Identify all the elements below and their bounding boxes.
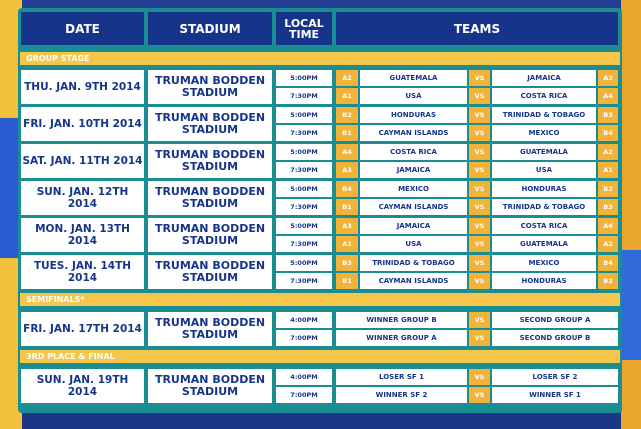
match-date: SUN. JAN. 19TH 2014 [21,369,144,403]
kickoff-time: 7:30PM [276,199,332,215]
group-code-away: A3 [598,70,618,86]
match-date: TUES. JAN. 14TH 2014 [21,255,144,289]
kickoff-time: 7:30PM [276,162,332,178]
stadium-name [148,181,272,215]
team-home: CAYMAN ISLANDS [360,199,467,215]
team-home: WINNER GROUP B [336,312,467,328]
group-code-away: B2 [598,273,618,289]
vs-badge: VS [469,125,490,141]
team-home: JAMAICA [360,218,467,234]
stadium-name [148,218,272,252]
group-code-away: B3 [598,107,618,123]
team-home: CAYMAN ISLANDS [360,125,467,141]
kickoff-time: 7:30PM [276,236,332,252]
group-code-away: B2 [598,181,618,197]
group-code-home: B3 [336,255,358,271]
stadium-name-line2: STADIUM [181,86,239,99]
vs-badge: VS [469,273,490,289]
team-away: MEXICO [492,125,596,141]
stadium-name-line2: STADIUM [181,123,239,136]
group-code-home: B1 [336,125,358,141]
team-away: SECOND GROUP B [492,330,618,346]
header-local-time-line1: LOCAL [284,16,324,30]
team-away: HONDURAS [492,181,596,197]
group-code-away: A2 [598,236,618,252]
team-away: GUATEMALA [492,236,596,252]
stadium-name-line1: TRUMAN BODDEN [154,111,266,124]
vs-badge: VS [469,312,490,328]
stadium-name-line2: STADIUM [181,385,239,398]
stadium-name-line1: TRUMAN BODDEN [154,316,266,329]
kickoff-time: 7:30PM [276,88,332,104]
kickoff-time: 5:00PM [276,107,332,123]
team-home: CAYMAN ISLANDS [360,273,467,289]
stadium-name-line1: TRUMAN BODDEN [154,185,266,198]
kickoff-time: 4:00PM [276,369,332,385]
group-code-away: A4 [598,218,618,234]
vs-badge: VS [469,107,490,123]
match-date: SAT. JAN. 11TH 2014 [21,144,144,178]
group-code-away: B4 [598,255,618,271]
team-away: HONDURAS [492,273,596,289]
team-home: JAMAICA [360,162,467,178]
team-away: SECOND GROUP A [492,312,618,328]
header-local-time [276,12,332,45]
stadium-name-line1: TRUMAN BODDEN [154,148,266,161]
group-code-away: A1 [598,162,618,178]
team-home: HONDURAS [360,107,467,123]
stadium-name-line1: TRUMAN BODDEN [154,373,266,386]
vs-badge: VS [469,70,490,86]
team-home: TRINIDAD & TOBAGO [360,255,467,271]
vs-badge: VS [469,88,490,104]
group-code-home: A3 [336,218,358,234]
team-home: USA [360,236,467,252]
kickoff-time: 7:00PM [276,387,332,403]
kickoff-time: 7:00PM [276,330,332,346]
team-home: WINNER GROUP A [336,330,467,346]
group-code-away: A4 [598,88,618,104]
team-away: GUATEMALA [492,144,596,160]
team-home: GUATEMALA [360,70,467,86]
group-code-away: B3 [598,199,618,215]
team-away: LOSER SF 2 [492,369,618,385]
group-code-home: A2 [336,70,358,86]
vs-badge: VS [469,330,490,346]
header-teams: TEAMS [336,12,618,45]
section-semifinals: SEMIFINALS* [20,293,620,306]
stadium-name-line2: STADIUM [181,328,239,341]
group-code-home: B2 [336,107,358,123]
match-date: THU. JAN. 9TH 2014 [21,70,144,104]
match-date: FRI. JAN. 10TH 2014 [21,107,144,141]
vs-badge: VS [469,255,490,271]
stadium-name-line1: TRUMAN BODDEN [154,222,266,235]
header-stadium: STADIUM [148,12,272,45]
header-date: DATE [21,12,144,45]
team-away: MEXICO [492,255,596,271]
group-code-away: B4 [598,125,618,141]
kickoff-time: 7:30PM [276,273,332,289]
group-code-home: B1 [336,199,358,215]
stadium-name [148,312,272,346]
stadium-name-line1: TRUMAN BODDEN [154,74,266,87]
stadium-name [148,369,272,403]
kickoff-time: 5:00PM [276,255,332,271]
header-local-time-line2: TIME [288,27,320,41]
stadium-name [148,144,272,178]
right-decoration-blue [621,250,641,360]
group-code-away: A2 [598,144,618,160]
right-decoration [621,0,641,429]
section-group-stage: GROUP STAGE [20,52,620,65]
match-date: FRI. JAN. 17TH 2014 [21,312,144,346]
group-code-home: A1 [336,236,358,252]
group-code-home: A3 [336,162,358,178]
kickoff-time: 5:00PM [276,218,332,234]
kickoff-time: 7:30PM [276,125,332,141]
vs-badge: VS [469,218,490,234]
match-date: SUN. JAN. 12TH 2014 [21,181,144,215]
team-home: WINNER SF 2 [336,387,467,403]
group-code-home: B4 [336,181,358,197]
stadium-name-line2: STADIUM [181,234,239,247]
section-third-place-final: 3RD PLACE & FINAL [20,350,620,363]
vs-badge: VS [469,236,490,252]
stadium-name-line1: TRUMAN BODDEN [154,259,266,272]
vs-badge: VS [469,199,490,215]
stadium-name-line2: STADIUM [181,160,239,173]
match-date: MON. JAN. 13TH 2014 [21,218,144,252]
group-code-home: A1 [336,88,358,104]
stadium-name [148,255,272,289]
team-away: JAMAICA [492,70,596,86]
team-away: TRINIDAD & TOBAGO [492,199,596,215]
stadium-name [148,107,272,141]
kickoff-time: 4:00PM [276,312,332,328]
vs-badge: VS [469,181,490,197]
team-away: USA [492,162,596,178]
team-home: USA [360,88,467,104]
stadium-name-line2: STADIUM [181,271,239,284]
vs-badge: VS [469,369,490,385]
kickoff-time: 5:00PM [276,181,332,197]
vs-badge: VS [469,387,490,403]
group-code-home: B1 [336,273,358,289]
stadium-name [148,70,272,104]
group-code-home: A4 [336,144,358,160]
team-away: WINNER SF 1 [492,387,618,403]
stadium-name-line2: STADIUM [181,197,239,210]
kickoff-time: 5:00PM [276,70,332,86]
team-home: COSTA RICA [360,144,467,160]
vs-badge: VS [469,162,490,178]
team-home: MEXICO [360,181,467,197]
team-away: TRINIDAD & TOBAGO [492,107,596,123]
team-home: LOSER SF 1 [336,369,467,385]
team-away: COSTA RICA [492,88,596,104]
team-away: COSTA RICA [492,218,596,234]
kickoff-time: 5:00PM [276,144,332,160]
vs-badge: VS [469,144,490,160]
